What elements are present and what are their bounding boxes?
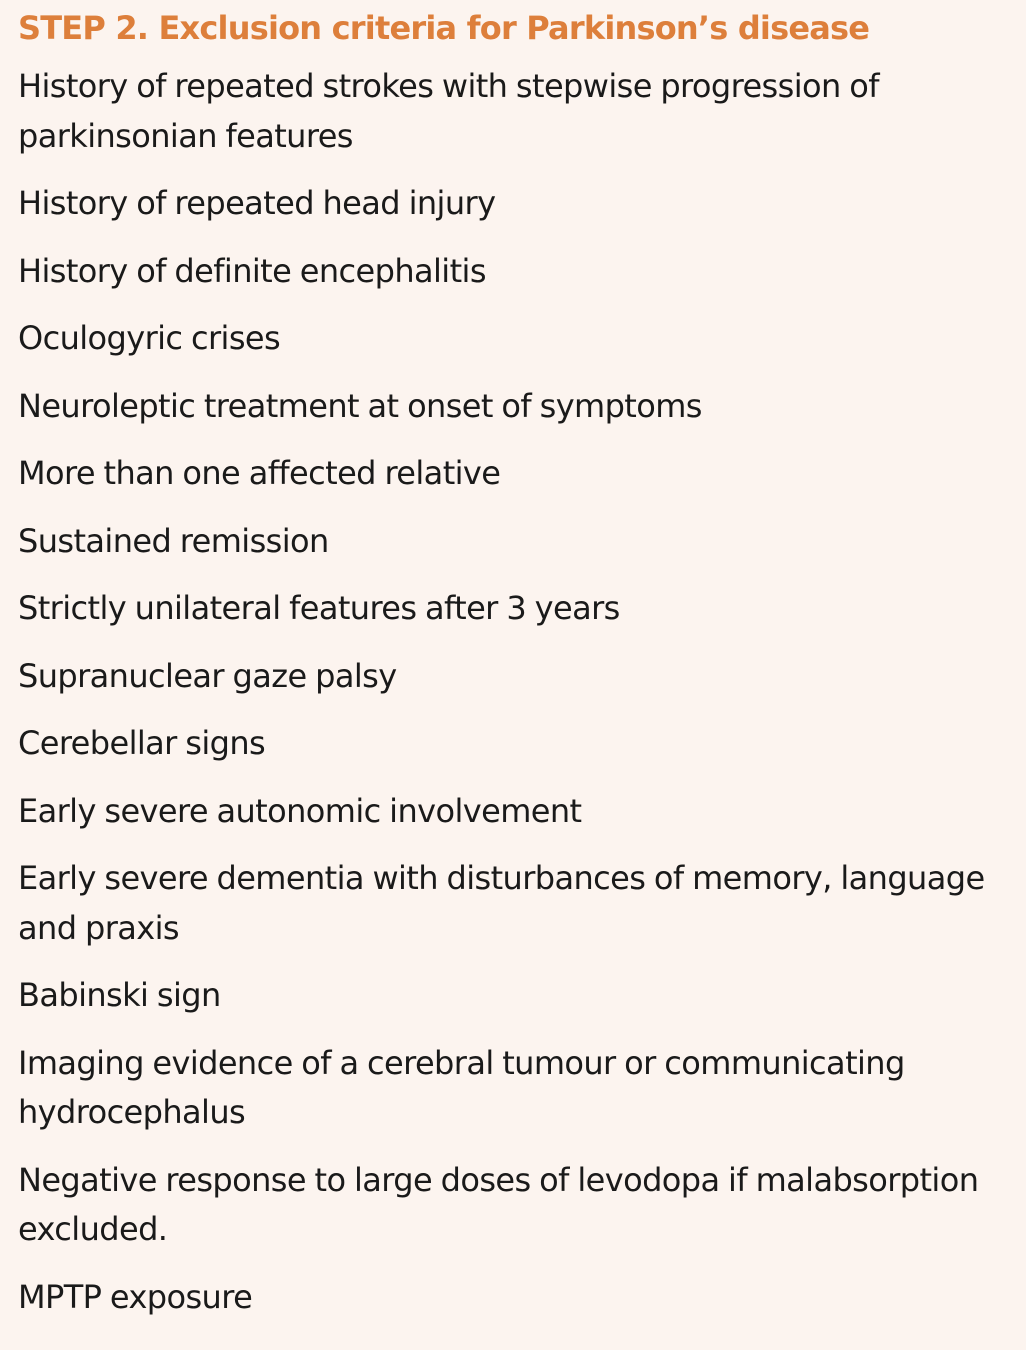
- criterion-item: Negative response to large doses of levodopa if malabsorption excluded.: [18, 1160, 979, 1248]
- criterion-item: Neuroleptic treatment at onset of symptoms: [18, 386, 702, 425]
- criterion-item: History of repeated strokes with stepwise progression of parkinsonian features: [18, 67, 879, 155]
- criterion-item: Oculogyric crises: [18, 319, 281, 357]
- criterion-item: History of definite encephalitis: [18, 251, 486, 290]
- criterion-item: More than one affected relative: [18, 454, 501, 492]
- criterion-item: Early severe dementia with disturbances of memory, language and praxis: [18, 859, 985, 947]
- criterion-item: Sustained remission: [18, 521, 329, 560]
- criterion-item: Early severe autonomic involvement: [18, 791, 582, 830]
- criterion-item: Supranuclear gaze palsy: [18, 656, 397, 695]
- criterion-item: Imaging evidence of a cerebral tumour or communicating hydrocephalus: [18, 1043, 905, 1131]
- criterion-item: MPTP exposure: [18, 1277, 253, 1316]
- criteria-list: [18, 62, 1008, 1322]
- criterion-item: Cerebellar signs: [18, 724, 266, 762]
- panel-title: STEP 2. Exclusion criteria for Parkinson’s disease: [18, 9, 870, 47]
- criterion-item: Strictly unilateral features after 3 years: [18, 589, 620, 627]
- criterion-item: Babinski sign: [18, 976, 221, 1014]
- criterion-item: History of repeated head injury: [18, 184, 496, 222]
